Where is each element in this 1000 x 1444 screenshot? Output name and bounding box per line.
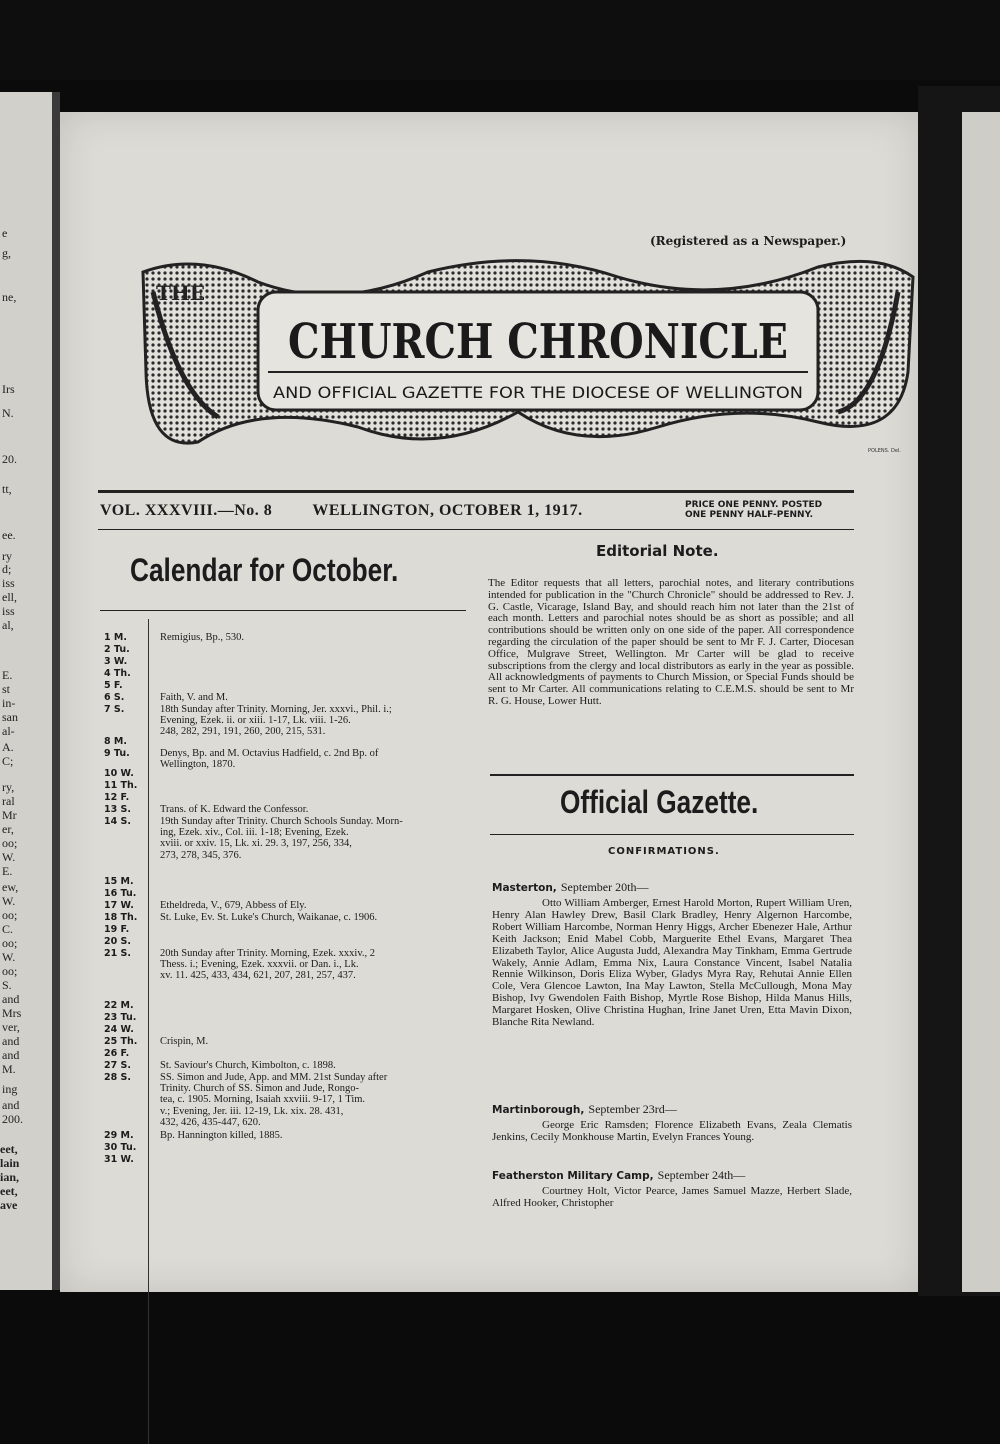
issue-place-date: WELLINGTON, OCTOBER 1, 1917. — [312, 502, 583, 519]
calendar-day: 5 F. — [104, 680, 123, 691]
left-page-fragment: er, — [2, 822, 14, 836]
left-page-fragment: ry, — [2, 780, 15, 794]
calendar-event: 20th Sunday after Trinity. Morning, Ezek. xxxiv., 2 Thess. i.; Evening, Ezek. xxxvii. or Dan. i., Lk. xv. 11. 425, 433, 434, 621, 207, 281, 257, 437. — [160, 948, 376, 982]
editorial-title: Editorial Note. — [596, 542, 719, 560]
calendar-day: 31 W. — [104, 1154, 134, 1165]
calendar-event: St. Saviour's Church, Kimbolton, c. 1898. — [160, 1060, 336, 1071]
calendar-day: 22 M. — [104, 1000, 134, 1011]
left-page-fragment: C. — [2, 922, 14, 936]
masthead-artist: POLENS. Del. — [868, 448, 901, 454]
left-page-fragment: tt, — [2, 482, 12, 496]
gazette-rule — [490, 834, 854, 835]
calendar-event: Etheldreda, V., 679, Abbess of Ely. — [160, 900, 307, 911]
page-gutter — [52, 92, 60, 1290]
calendar-event: Denys, Bp. and M. Octavius Hadfield, c. 2nd Bp. of Wellington, 1870. — [160, 748, 379, 771]
confirmation-names: Otto William Amberger, Ernest Harold Morton, Rupert William Uren, Henry Alan Hawley Drew, Basil Clark Bradley, Henry Algernon Harcombe, Robert William Harcombe, Norman Henry Higgs, Archer Ebenezer Hale, Arthur Keith Jackson; Enid Mabel Cobb, Marguerite Ethel Evans, Margaret Thea Elizabeth Taylor, Alice Augusta Judd, Alexandra May Tinkham, Emma Gertrude Wakely, Annie Adlam, Emma Nix, Laura Constance Vincent, Isabel Natalia Rennie Wilkinson, Doris Eliza Wyber, Gladys Myra Ray, Rehutai Annie Ellen Cole, Vera Glencoe Lawton, Ina May Lawton, Stella McCullough, Mona May Bishop, Ivy Gwendolen Faith Bishop, Myrtle Rose Bishop, Hilda Manus Hills, Margaret Hosken, Olive Christina Hughan, Irine Janet Uren, Etta Mavin Dixon, Blanche Rita Newland. — [492, 897, 852, 1029]
left-page-fragment: ne, — [2, 290, 17, 304]
masthead-title: CHURCH CHRONICLE — [288, 314, 788, 370]
calendar-title: Calendar for October. — [130, 552, 399, 588]
calendar-day: 28 S. — [104, 1072, 131, 1083]
left-page-fragment: st — [2, 682, 11, 696]
calendar-event: SS. Simon and Jude, App. and MM. 21st Sunday after Trinity. Church of SS. Simon and Jude, Rongo- tea, c. 1905. Morning, Isaiah xxviii. 9-17, 1 Tim. v.; Evening, Jer. iii. 12-19, Lk. xix. 28. 431, 432, 426, 435-447, 620. — [160, 1072, 388, 1128]
confirmations-heading: CONFIRMATIONS. — [608, 846, 720, 857]
calendar-day: 21 S. — [104, 948, 131, 959]
issue-line — [100, 502, 623, 520]
left-page-fragment: iss — [2, 604, 15, 618]
calendar-day: 27 S. — [104, 1060, 131, 1071]
calendar-day: 13 S. — [104, 804, 131, 815]
confirmation-names: George Eric Ramsden; Florence Elizabeth Evans, Zeala Clematis Jenkins, Cecily Monkhouse Martin, Evelyn Frances Young. — [492, 1119, 852, 1143]
left-page-fragment: d; — [2, 562, 12, 576]
calendar-day: 26 F. — [104, 1048, 130, 1059]
confirmation-place — [492, 880, 648, 895]
calendar-day: 9 Tu. — [104, 748, 130, 759]
left-page-fragment: Irs — [2, 382, 15, 396]
confirmation-names: Courtney Holt, Victor Pearce, James Samuel Mazze, Herbert Slade, Alfred Hooker, Christopher — [492, 1185, 852, 1209]
masthead-the: THE — [156, 281, 206, 305]
confirmation-date: September 24th— — [657, 1168, 746, 1182]
confirmation-place — [492, 1168, 745, 1183]
left-page-fragment: and — [2, 1034, 20, 1048]
calendar-day: 17 W. — [104, 900, 134, 911]
gazette-title: Official Gazette. — [560, 784, 759, 820]
left-page-fragment: ing — [2, 1082, 18, 1096]
price-line-1: PRICE ONE PENNY. POSTED — [685, 500, 823, 510]
editorial-body: The Editor requests that all letters, parochial notes, and literary contributions intended for publication in the "Church Chronicle" should be addressed to Rev. J. G. Castle, Vicarage, Island Bay, and should reach him not later than the 21st of each month. Letters and parochial notes should be as short as possible; and all contributions should be written only on one side of the paper. All correspondence regarding the circulation of the paper should be sent to Mr F. J. Carter, Diocesan Office, Mulgrave Street, Wellington. Mr Carter will be glad to receive subscriptions from the clergy and local distributors as early in the year as possible. All acknowledgments of payments to Church Mission, or Special Funds should be sent to Mr Carter. All communications relating to C.E.M.S. should be sent to Mr R. G. House, Lower Hutt. — [488, 577, 854, 707]
calendar-event: 19th Sunday after Trinity. Church Schools Sunday. Morn- ing, Ezek. xiv., Col. iii. 1-18; Evening, Ezek. xviii. or xxiv. 15, Lk. xi. 29. 3, 197, 256, 334, 273, 278, 345, 376. — [160, 816, 403, 861]
place-name: Masterton, — [492, 882, 557, 894]
left-page-fragment: N. — [2, 406, 14, 420]
left-page-fragment: E. — [2, 668, 13, 682]
left-page-fragment: and — [2, 992, 20, 1006]
calendar-day: 11 Th. — [104, 780, 138, 791]
newspaper-page — [60, 112, 918, 1292]
left-page-fragment: ew, — [2, 880, 19, 894]
calendar-day: 16 Tu. — [104, 888, 137, 899]
masthead-subtitle: AND OFFICIAL GAZETTE FOR THE DIOCESE OF WELLINGTON — [273, 383, 803, 402]
calendar-day: 29 M. — [104, 1130, 134, 1141]
calendar-event: Trans. of K. Edward the Confessor. — [160, 804, 309, 815]
calendar-rule — [100, 610, 466, 611]
place-name: Martinborough, — [492, 1104, 585, 1116]
calendar-event: Crispin, M. — [160, 1036, 209, 1047]
calendar-day: 3 W. — [104, 656, 128, 667]
scan-bottom-border — [0, 1300, 1000, 1342]
calendar-day: 23 Tu. — [104, 1012, 137, 1023]
left-page-fragment: ral — [2, 794, 15, 808]
calendar-day: 1 M. — [104, 632, 127, 643]
gazette-top-rule — [490, 774, 854, 776]
calendar-day: 24 W. — [104, 1024, 134, 1035]
left-page-fragment: ee. — [2, 528, 16, 542]
left-page-fragment: ver, — [2, 1020, 20, 1034]
registered-notice: (Registered as a Newspaper.) — [650, 234, 847, 248]
calendar-day: 6 S. — [104, 692, 125, 703]
left-page-fragment: Mr — [2, 808, 17, 822]
confirmation-date: September 20th— — [560, 880, 649, 894]
masthead-banner — [138, 252, 918, 462]
calendar-day: 7 S. — [104, 704, 125, 715]
price-notice — [685, 500, 822, 520]
left-page-fragment: 200. — [2, 1112, 23, 1126]
calendar-event: Bp. Hannington killed, 1885. — [160, 1130, 283, 1141]
adjacent-page-right — [962, 112, 1000, 1292]
calendar-day: 12 F. — [104, 792, 130, 803]
place-name: Featherston Military Camp, — [492, 1170, 654, 1182]
calendar-event: Remigius, Bp., 530. — [160, 632, 245, 643]
calendar-column-divider — [148, 619, 149, 1444]
confirmation-place — [492, 1102, 677, 1117]
confirmation-date: September 23rd— — [588, 1102, 677, 1116]
left-page-fragment: g, — [2, 246, 11, 260]
left-page-fragment: al- — [2, 724, 15, 738]
volume-number: VOL. XXXVIII.—No. 8 — [100, 502, 273, 519]
calendar-day: 19 F. — [104, 924, 130, 935]
left-page-fragment: W. — [2, 894, 16, 908]
left-page-fragment: iss — [2, 576, 15, 590]
left-page-fragment: in- — [2, 696, 16, 710]
calendar-day: 15 M. — [104, 876, 134, 887]
left-page-fragment: al, — [2, 618, 14, 632]
left-page-fragment: ian, — [0, 1170, 20, 1184]
left-page-fragment: e — [2, 226, 8, 240]
calendar-day: 30 Tu. — [104, 1142, 137, 1153]
left-page-fragment: 20. — [2, 452, 17, 466]
calendar-day: 18 Th. — [104, 912, 138, 923]
calendar-day: 20 S. — [104, 936, 131, 947]
calendar-event: Faith, V. and M. — [160, 692, 228, 703]
left-page-fragment: san — [2, 710, 18, 724]
left-page-fragment: ave — [0, 1198, 18, 1212]
left-page-fragment: M. — [2, 1062, 16, 1076]
scan-top-border — [0, 0, 1000, 80]
left-page-fragment: Mrs — [2, 1006, 22, 1020]
left-page-fragment: eet, — [0, 1184, 18, 1198]
left-page-fragment: eet, — [0, 1142, 18, 1156]
calendar-day: 2 Tu. — [104, 644, 130, 655]
left-page-fragment: E. — [2, 864, 13, 878]
left-page-fragment: S. — [2, 978, 12, 992]
left-page-fragment: lain — [0, 1156, 20, 1170]
price-line-2: ONE PENNY HALF-PENNY. — [685, 510, 814, 520]
left-page-fragment: oo; — [2, 836, 18, 850]
calendar-day: 8 M. — [104, 736, 127, 747]
calendar-day: 10 W. — [104, 768, 134, 779]
left-page-fragment: and — [2, 1098, 20, 1112]
masthead-rule — [98, 490, 854, 493]
left-page-fragment: ell, — [2, 590, 17, 604]
left-page-fragment: W. — [2, 950, 16, 964]
calendar-event: 18th Sunday after Trinity. Morning, Jer. xxxvi., Phil. i.; Evening, Ezek. ii. or xiii. 1-17, Lk. viii. 1-26. 248, 282, 291, 191, 260, 200, 215, 531. — [160, 704, 392, 738]
left-page-fragment: oo; — [2, 908, 18, 922]
left-page-fragment: oo; — [2, 936, 18, 950]
calendar-event: St. Luke, Ev. St. Luke's Church, Waikanae, c. 1906. — [160, 912, 378, 923]
calendar-day: 14 S. — [104, 816, 131, 827]
left-page-fragment: C; — [2, 754, 14, 768]
left-page-fragment: ry — [2, 549, 12, 563]
issue-rule — [98, 529, 854, 530]
left-page-fragment: W. — [2, 850, 16, 864]
adjacent-page-left — [0, 92, 52, 1290]
calendar-day: 4 Th. — [104, 668, 131, 679]
left-page-fragment: A. — [2, 740, 14, 754]
calendar-day: 25 Th. — [104, 1036, 138, 1047]
left-page-fragment: and — [2, 1048, 20, 1062]
left-page-fragment: oo; — [2, 964, 18, 978]
